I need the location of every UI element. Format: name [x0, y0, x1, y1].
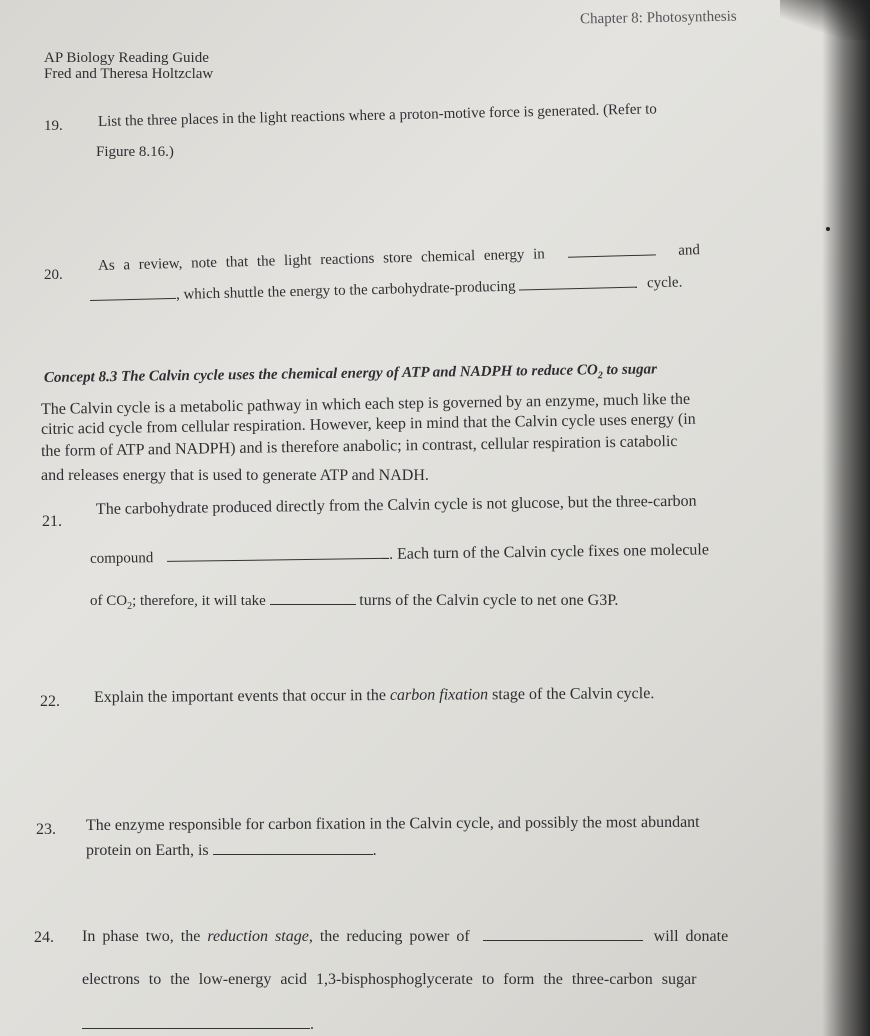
- question-21-line1: The carbohydrate produced directly from the Calvin cycle is not glucose, but the three-carbon: [95, 492, 697, 518]
- question-20-text-c: , which shuttle the energy to the carbohydrate-producing: [175, 278, 516, 303]
- question-20-text-a: As a review, note that the light reactions store chemical energy in: [97, 246, 546, 274]
- question-20-text-b: and: [678, 242, 701, 259]
- question-21-text-c: of CO: [90, 593, 128, 609]
- question-24-text-c: will donate: [653, 928, 729, 945]
- question-21-number: 21.: [42, 513, 62, 530]
- concept-tail: to sugar: [602, 361, 658, 379]
- question-24-text-d: .: [310, 1016, 314, 1033]
- question-21-line2: [90, 539, 709, 569]
- question-23-number: 23.: [36, 821, 56, 838]
- question-19-text-line2: Figure 8.16.): [96, 144, 174, 160]
- answer-blank-21a[interactable]: [167, 544, 389, 562]
- answer-blank-20b[interactable]: [90, 284, 176, 301]
- answer-blank-21b[interactable]: [270, 590, 356, 605]
- question-21-text-a: compound: [89, 550, 154, 567]
- question-22-text: [94, 684, 654, 708]
- question-22-text-a: Explain the important events that occur in the: [93, 686, 390, 706]
- question-20-line1: [98, 239, 700, 276]
- answer-blank-24a[interactable]: [483, 926, 643, 941]
- paragraph-line2: citric acid cycle from cellular respiration. However, keep in mind that the Calvin cycle uses energy (in: [40, 410, 696, 438]
- chapter-header: Chapter 8: Photosynthesis: [579, 8, 737, 28]
- concept-subscript: 2: [597, 370, 603, 382]
- question-20-text-d: cycle.: [646, 274, 683, 292]
- question-21-text-b: . Each turn of the Calvin cycle fixes one molecule: [388, 541, 710, 563]
- question-23-text-b: .: [372, 842, 377, 859]
- page-edge-shadow: [822, 0, 870, 1036]
- guide-title: AP Biology Reading Guide: [44, 50, 209, 66]
- question-23-line2: [86, 840, 377, 861]
- question-22-number: 22.: [40, 693, 60, 710]
- corner-shadow: [780, 0, 870, 40]
- question-20-line2: [90, 272, 683, 307]
- question-20-number: 20.: [44, 267, 63, 283]
- question-24-text-a: In phase two, the: [82, 928, 208, 945]
- answer-blank-23[interactable]: [213, 840, 373, 855]
- answer-blank-20c[interactable]: [519, 273, 637, 291]
- answer-blank-20a[interactable]: [567, 240, 655, 257]
- question-19-text-line1: List the three places in the light reactions where a proton-motive force is generated. (Refer to: [97, 101, 657, 130]
- concept-title: Concept 8.3 The Calvin cycle uses the chemical energy of ATP and NADPH to reduce CO: [43, 362, 598, 386]
- question-21-text-e: turns of the Calvin cycle to net one G3P.: [359, 592, 619, 609]
- question-24-line3: [82, 1014, 314, 1035]
- question-22-italic: carbon fixation: [389, 686, 489, 704]
- paragraph-line3: the form of ATP and NADPH) and is therefore anabolic; in contrast, cellular respiration is catabolic: [40, 433, 678, 460]
- question-24-line1: [82, 926, 728, 947]
- question-23-text-a: protein on Earth, is: [86, 842, 209, 859]
- paragraph-line4: and releases energy that is used to generate ATP and NADH.: [41, 467, 429, 484]
- question-21-text-d: ; therefore, it will take: [132, 593, 266, 609]
- answer-blank-24b[interactable]: [82, 1014, 310, 1029]
- question-24-italic: reduction stage: [207, 928, 309, 945]
- question-19-number: 19.: [44, 118, 63, 134]
- paragraph-line1: The Calvin cycle is a metabolic pathway in which each step is governed by an enzyme, much like the: [40, 390, 691, 418]
- question-21-subscript: 2: [127, 601, 133, 612]
- question-22-text-b: stage of the Calvin cycle.: [488, 685, 655, 704]
- guide-authors: Fred and Theresa Holtzclaw: [44, 66, 214, 82]
- question-24-line2: electrons to the low-energy acid 1,3-bisphosphoglycerate to form the three-carbon sugar: [82, 971, 697, 988]
- question-23-line1: The enzyme responsible for carbon fixation in the Calvin cycle, and possibly the most abundant: [85, 813, 700, 834]
- concept-heading: [44, 359, 657, 394]
- question-24-text-b: , the reducing power of: [308, 928, 470, 945]
- question-21-line3: [90, 590, 618, 617]
- question-24-number: 24.: [34, 929, 54, 946]
